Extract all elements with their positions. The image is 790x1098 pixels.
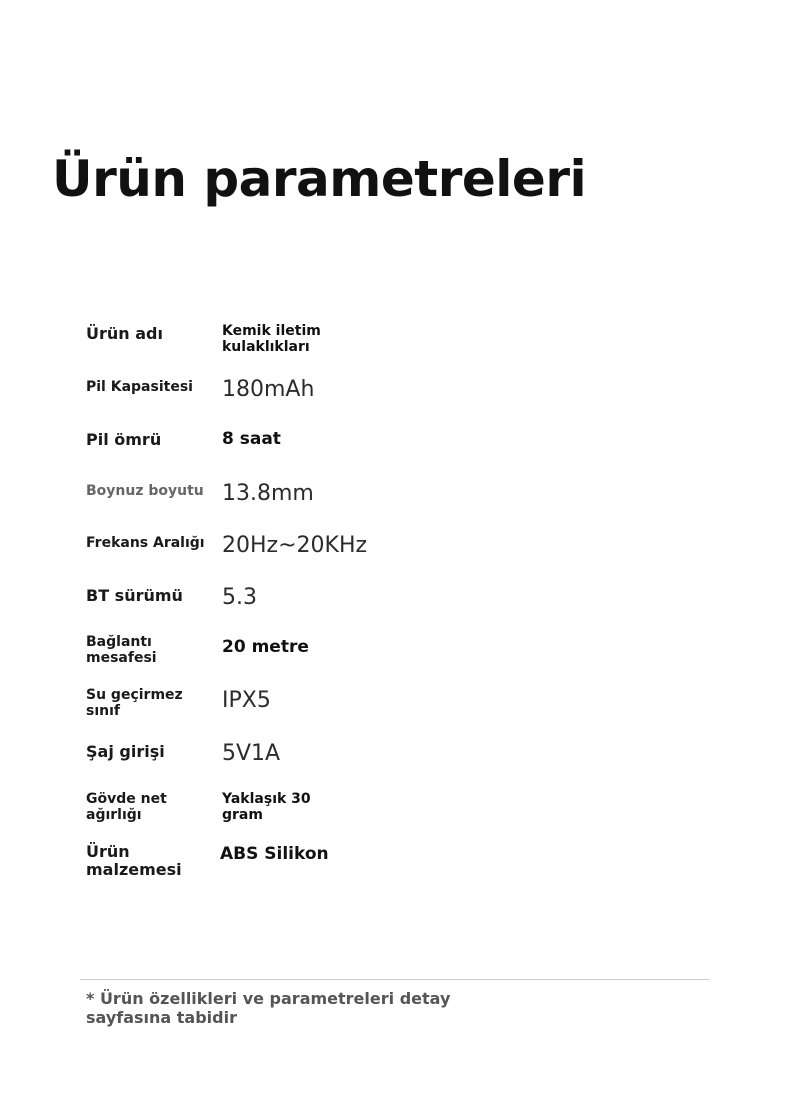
parameter-value: 20Hz~20KHz [222, 533, 368, 558]
parameter-label: Şaj girişi [86, 742, 165, 761]
parameter-label: Su geçirmez sınıf [86, 687, 183, 720]
parameter-row-battery-life [86, 429, 506, 477]
parameter-row-connection-distance [86, 633, 506, 681]
parameter-row-product-name [86, 322, 506, 370]
parameter-label: Bağlantı mesafesi [86, 634, 157, 667]
parameter-value: 8 saat [222, 429, 281, 449]
parameter-value: 13.8mm [222, 481, 314, 506]
parameter-label: Frekans Aralığı [86, 535, 205, 551]
parameter-label: Ürün malzemesi [86, 842, 182, 880]
footnote-divider [80, 979, 710, 980]
parameter-row-waterproof-class [86, 686, 506, 734]
parameter-label: Gövde net ağırlığı [86, 791, 167, 824]
parameter-label: BT sürümü [86, 586, 183, 605]
parameter-value: ABS Silikon [220, 844, 329, 864]
parameter-row-charging-input [86, 741, 506, 789]
page-title: Ürün parametreleri [52, 150, 587, 208]
parameter-value: Kemik iletim kulaklıkları [222, 323, 321, 356]
parameter-row-bt-version [86, 585, 506, 633]
parameter-row-horn-size [86, 481, 506, 529]
parameter-row-body-net-weight [86, 790, 506, 838]
parameter-row-battery-capacity [86, 377, 506, 425]
parameter-row-product-material [86, 842, 506, 890]
footnote: * Ürün özellikleri ve parametreleri detay sayfasına tabidir [86, 989, 451, 1028]
parameter-label: Pil ömrü [86, 430, 162, 449]
parameter-row-frequency-range [86, 533, 506, 581]
parameter-value: Yaklaşık 30 gram [222, 791, 311, 824]
parameter-value: 180mAh [222, 377, 315, 402]
parameter-label: Boynuz boyutu [86, 483, 204, 499]
parameter-label: Ürün adı [86, 324, 163, 343]
parameter-value: 20 metre [222, 637, 309, 657]
parameter-value: 5V1A [222, 741, 281, 766]
parameter-value: 5.3 [222, 585, 257, 610]
parameter-value: IPX5 [222, 688, 271, 713]
parameter-label: Pil Kapasitesi [86, 379, 193, 395]
